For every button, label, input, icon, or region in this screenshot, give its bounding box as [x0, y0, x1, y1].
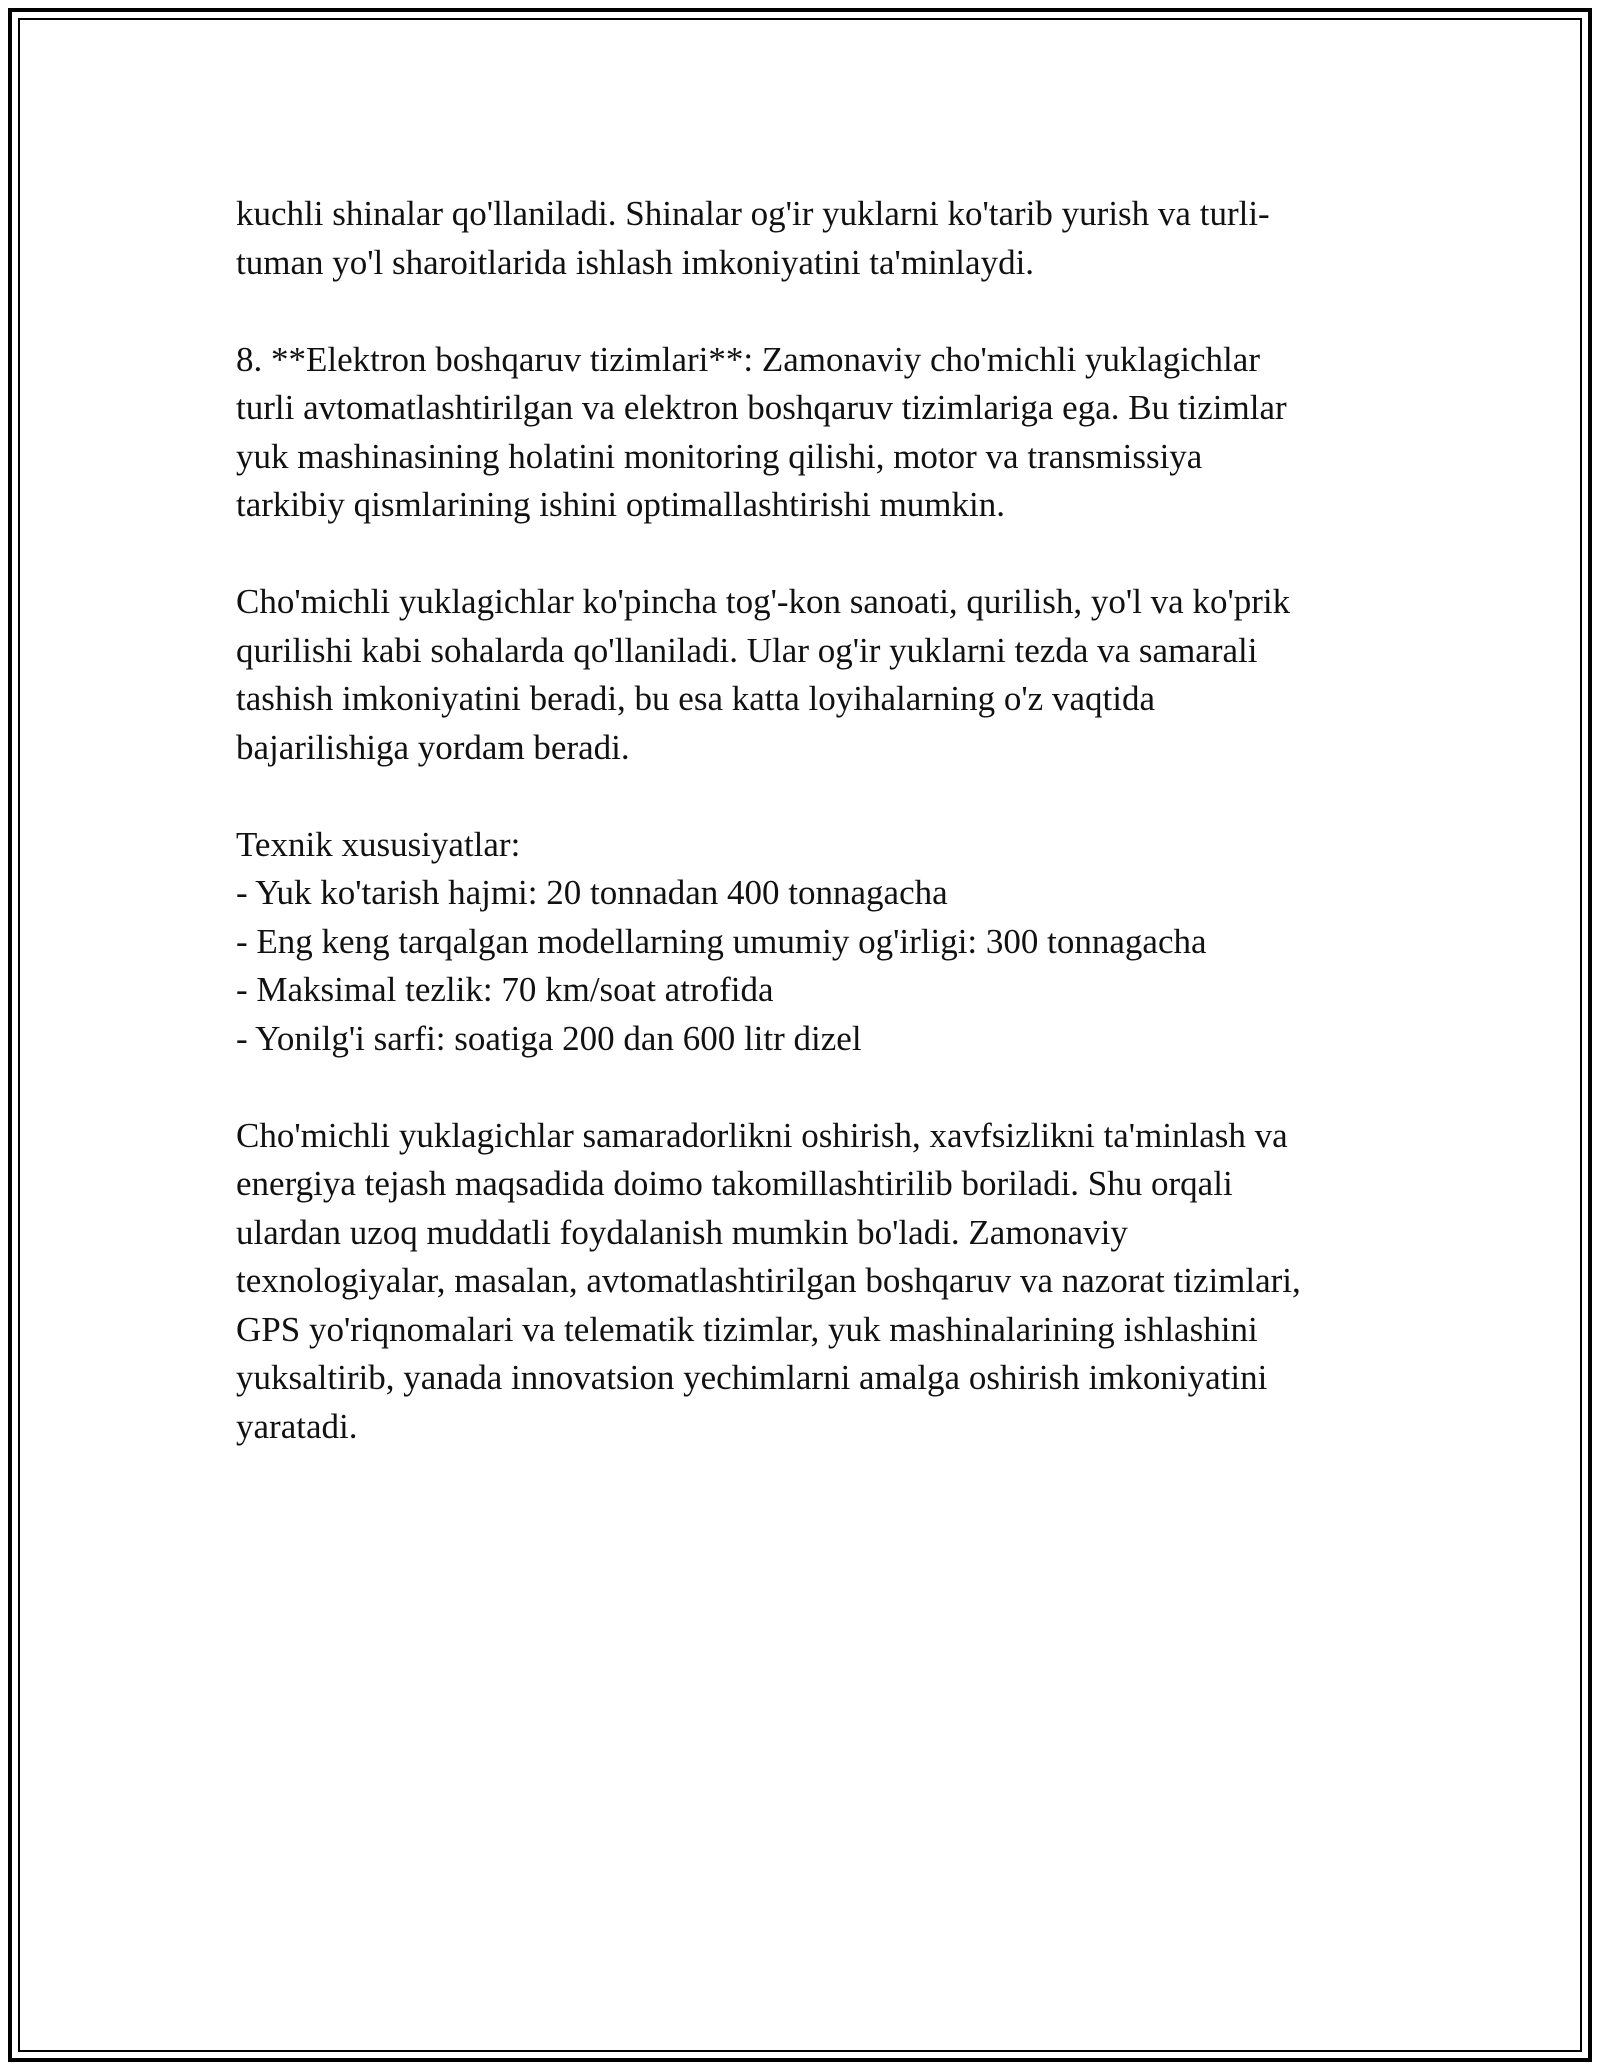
- text-line: qurilishi kabi sohalarda qo'llaniladi. Ular og'ir yuklarni tezda va samarali: [236, 630, 1258, 670]
- paragraph-gap: [236, 287, 1366, 336]
- text-line: tuman yo'l sharoitlarida ishlash imkoniyatini ta'minlaydi.: [236, 242, 1035, 282]
- technical-specs: [236, 821, 1366, 1064]
- paragraph-improvements: [236, 1112, 1366, 1452]
- document-body: [236, 190, 1366, 1451]
- text-line: yuksaltirib, yanada innovatsion yechimlarni amalga oshirish imkoniyatini: [236, 1358, 1268, 1397]
- text-line: 8. **Elektron boshqaruv tizimlari**: Zamonaviy cho'michli yuklagichlar: [236, 339, 1260, 379]
- text-line: texnologiyalar, masalan, avtomatlashtirilgan boshqaruv va nazorat tizimlari,: [236, 1261, 1301, 1300]
- text-line: Cho'michli yuklagichlar samaradorlikni oshirish, xavfsizlikni ta'minlash va: [236, 1115, 1288, 1155]
- text-line: ulardan uzoq muddatli foydalanish mumkin bo'ladi. Zamonaviy: [236, 1212, 1128, 1252]
- text-line: turli avtomatlashtirilgan va elektron boshqaruv tizimlariga ega. Bu tizimlar: [236, 388, 1287, 427]
- specs-heading: Texnik xususiyatlar:: [236, 824, 521, 864]
- text-line: bajarilishiga yordam beradi.: [236, 727, 630, 767]
- text-line: yaratadi.: [236, 1406, 358, 1446]
- spec-item: - Yonilg'i sarfi: soatiga 200 dan 600 litr dizel: [236, 1018, 862, 1058]
- paragraph-electronic-control: [236, 336, 1366, 530]
- paragraph-gap: [236, 772, 1366, 821]
- text-line: tashish imkoniyatini beradi, bu esa katta loyihalarning o'z vaqtida: [236, 679, 1155, 718]
- spec-item: - Eng keng tarqalgan modellarning umumiy og'irligi: 300 tonnagacha: [236, 921, 1207, 961]
- text-line: kuchli shinalar qo'llaniladi. Shinalar og'ir yuklarni ko'tarib yurish va turli-: [236, 194, 1270, 233]
- paragraph-gap: [236, 1063, 1366, 1112]
- text-line: GPS yo'riqnomalari va telematik tizimlar, yuk mashinalarining ishlashini: [236, 1309, 1258, 1349]
- text-line: energiya tejash maqsadida doimo takomillashtirilib boriladi. Shu orqali: [236, 1164, 1233, 1203]
- paragraph-applications: [236, 578, 1366, 772]
- text-line: yuk mashinasining holatini monitoring qilishi, motor va transmissiya: [236, 436, 1203, 476]
- text-line: Cho'michli yuklagichlar ko'pincha tog'-kon sanoati, qurilish, yo'l va ko'prik: [236, 582, 1291, 621]
- spec-item: - Maksimal tezlik: 70 km/soat atrofida: [236, 970, 774, 1009]
- text-line: tarkibiy qismlarining ishini optimallashtirishi mumkin.: [236, 485, 1005, 524]
- spec-item: - Yuk ko'tarish hajmi: 20 tonnadan 400 tonnagacha: [236, 873, 948, 912]
- paragraph-gap: [236, 530, 1366, 579]
- paragraph-tires: [236, 190, 1366, 287]
